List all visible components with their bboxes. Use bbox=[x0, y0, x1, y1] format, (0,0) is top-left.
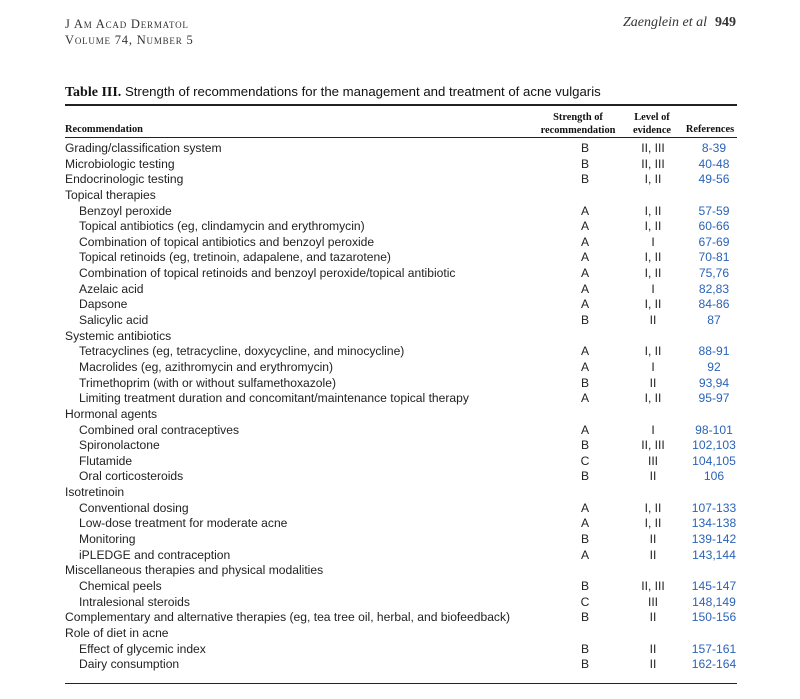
references-cell: 82,83 bbox=[698, 281, 730, 296]
evidence-level-cell: I, II bbox=[644, 203, 662, 218]
evidence-level-cell: III bbox=[647, 594, 659, 609]
table-row bbox=[65, 376, 737, 392]
recommendation-cell: Topical antibiotics (eg, clindamycin and erythromycin) bbox=[79, 219, 365, 234]
strength-cell: B bbox=[580, 610, 590, 625]
recommendation-cell: Intralesional steroids bbox=[79, 594, 190, 609]
table-caption bbox=[65, 84, 601, 101]
table-top-rule bbox=[65, 104, 737, 106]
evidence-level-cell: I bbox=[651, 359, 655, 374]
table-section-row bbox=[65, 563, 737, 579]
references-cell: 157-161 bbox=[691, 641, 737, 656]
references-cell: 106 bbox=[703, 469, 725, 484]
col-header-level-line1: Level of bbox=[634, 112, 670, 123]
evidence-level-cell: I, II bbox=[644, 516, 662, 531]
col-header-references: References bbox=[685, 124, 735, 135]
strength-cell: A bbox=[580, 203, 590, 218]
references-cell: 49-56 bbox=[698, 172, 730, 187]
evidence-level-cell: II, III bbox=[641, 438, 665, 453]
col-header-level bbox=[626, 112, 678, 137]
references-cell: 75,76 bbox=[698, 266, 730, 281]
table-row bbox=[65, 610, 737, 626]
strength-cell: C bbox=[580, 594, 590, 609]
journal-citation bbox=[65, 16, 194, 48]
references-cell: 57-59 bbox=[698, 203, 730, 218]
evidence-level-cell: I, II bbox=[644, 172, 662, 187]
running-head bbox=[623, 15, 736, 31]
strength-cell: A bbox=[580, 281, 590, 296]
references-cell: 40-48 bbox=[698, 156, 730, 171]
table-row bbox=[65, 532, 737, 548]
evidence-level-cell: II bbox=[649, 657, 657, 672]
evidence-level-cell: I, II bbox=[644, 344, 662, 359]
recommendation-cell: iPLEDGE and contraception bbox=[79, 547, 231, 562]
references-cell: 67-69 bbox=[698, 234, 730, 249]
strength-cell: A bbox=[580, 219, 590, 234]
journal-name: J Am Acad Dermatol bbox=[65, 17, 189, 31]
evidence-level-cell: II bbox=[649, 610, 657, 625]
strength-cell: B bbox=[580, 141, 590, 155]
recommendation-cell: Miscellaneous therapies and physical modalities bbox=[65, 563, 324, 578]
recommendation-cell: Spironolactone bbox=[79, 438, 160, 453]
table-row bbox=[65, 297, 737, 313]
evidence-level-cell: I, II bbox=[644, 500, 662, 515]
evidence-level-cell: II, III bbox=[641, 141, 665, 155]
strength-cell: A bbox=[580, 344, 590, 359]
recommendation-cell: Tetracyclines (eg, tetracycline, doxycycline, and minocycline) bbox=[79, 344, 405, 359]
recommendation-cell: Combination of topical antibiotics and benzoyl peroxide bbox=[79, 234, 375, 249]
table-row bbox=[65, 438, 737, 454]
references-cell: 70-81 bbox=[698, 250, 730, 265]
recommendation-cell: Topical retinoids (eg, tretinoin, adapalene, and tazarotene) bbox=[79, 250, 391, 265]
table-row bbox=[65, 282, 737, 298]
col-header-strength-line2: recommendation bbox=[540, 124, 616, 136]
recommendation-cell: Hormonal agents bbox=[65, 406, 158, 421]
table-row bbox=[65, 454, 737, 470]
evidence-level-cell: III bbox=[647, 453, 659, 468]
recommendation-cell: Low-dose treatment for moderate acne bbox=[79, 516, 288, 531]
strength-cell: A bbox=[580, 516, 590, 531]
recommendation-cell: Dairy consumption bbox=[79, 657, 180, 672]
strength-cell: A bbox=[580, 250, 590, 265]
strength-cell: A bbox=[580, 234, 590, 249]
references-cell: 87 bbox=[707, 313, 721, 328]
references-cell: 107-133 bbox=[691, 500, 737, 515]
recommendation-cell: Salicylic acid bbox=[79, 313, 149, 328]
table-row bbox=[65, 657, 737, 673]
references-cell: 88-91 bbox=[698, 344, 730, 359]
evidence-level-cell: I, II bbox=[644, 219, 662, 234]
recommendation-cell: Combined oral contraceptives bbox=[79, 422, 239, 437]
table-row bbox=[65, 469, 737, 485]
references-cell: 104,105 bbox=[692, 453, 736, 468]
table-row bbox=[65, 579, 737, 595]
table-row bbox=[65, 548, 737, 564]
strength-cell: A bbox=[580, 359, 590, 374]
strength-cell: B bbox=[580, 438, 590, 453]
recommendation-cell: Dapsone bbox=[79, 297, 128, 312]
table-section-row bbox=[65, 485, 737, 501]
col-header-strength-line1: Strength of bbox=[553, 112, 603, 123]
references-cell: 162-164 bbox=[691, 657, 737, 672]
evidence-level-cell: I, II bbox=[644, 391, 662, 406]
recommendation-cell: Combination of topical retinoids and benzoyl peroxide/topical antibiotic bbox=[79, 266, 456, 281]
recommendation-cell: Limiting treatment duration and concomitant/maintenance topical therapy bbox=[79, 391, 469, 406]
table-row bbox=[65, 423, 737, 439]
table-row bbox=[65, 266, 737, 282]
recommendation-cell: Topical therapies bbox=[65, 187, 156, 202]
recommendation-cell: Trimethoprim (with or without sulfamethoxazole) bbox=[79, 375, 336, 390]
evidence-level-cell: II bbox=[649, 641, 657, 656]
strength-cell: B bbox=[580, 641, 590, 656]
recommendation-cell: Microbiologic testing bbox=[65, 156, 175, 171]
recommendation-cell: Isotretinoin bbox=[65, 485, 125, 500]
evidence-level-cell: II, III bbox=[641, 156, 665, 171]
evidence-level-cell: I bbox=[651, 422, 655, 437]
table-row bbox=[65, 501, 737, 517]
recommendation-cell: Benzoyl peroxide bbox=[79, 203, 172, 218]
recommendation-cell: Monitoring bbox=[79, 532, 136, 547]
strength-cell: B bbox=[580, 313, 590, 328]
references-cell: 102,103 bbox=[692, 438, 736, 453]
table-row bbox=[65, 313, 737, 329]
strength-cell: B bbox=[580, 375, 590, 390]
table-row bbox=[65, 360, 737, 376]
table-row bbox=[65, 204, 737, 220]
references-cell: 150-156 bbox=[691, 610, 737, 625]
table-bottom-rule bbox=[65, 683, 737, 684]
recommendation-cell: Flutamide bbox=[79, 453, 133, 468]
table-row bbox=[65, 344, 737, 360]
recommendation-cell: Role of diet in acne bbox=[65, 625, 169, 640]
table-section-row bbox=[65, 407, 737, 423]
table-row bbox=[65, 391, 737, 407]
references-cell: 93,94 bbox=[698, 375, 730, 390]
references-cell: 148,149 bbox=[692, 594, 736, 609]
references-cell: 134-138 bbox=[691, 516, 737, 531]
table-row bbox=[65, 235, 737, 251]
col-header-strength bbox=[536, 112, 620, 137]
references-cell: 84-86 bbox=[698, 297, 730, 312]
recommendation-cell: Azelaic acid bbox=[79, 281, 144, 296]
strength-cell: A bbox=[580, 391, 590, 406]
evidence-level-cell: I, II bbox=[644, 250, 662, 265]
strength-cell: B bbox=[580, 172, 590, 187]
table-row bbox=[65, 250, 737, 266]
table-label: Table III. bbox=[65, 85, 122, 100]
strength-cell: C bbox=[580, 453, 590, 468]
recommendation-cell: Chemical peels bbox=[79, 578, 162, 593]
strength-cell: B bbox=[580, 657, 590, 672]
evidence-level-cell: II bbox=[649, 313, 657, 328]
col-header-recommendation: Recommendation bbox=[65, 124, 143, 135]
evidence-level-cell: II bbox=[649, 469, 657, 484]
recommendation-cell: Grading/classification system bbox=[65, 141, 222, 155]
table-row bbox=[65, 595, 737, 611]
evidence-level-cell: I, II bbox=[644, 297, 662, 312]
references-cell: 143,144 bbox=[692, 547, 736, 562]
references-cell: 98-101 bbox=[695, 422, 733, 437]
strength-cell: B bbox=[580, 578, 590, 593]
col-header-level-line2: evidence bbox=[632, 124, 672, 136]
evidence-level-cell: II bbox=[649, 547, 657, 562]
recommendation-cell: Complementary and alternative therapies (eg, tea tree oil, herbal, and biofeedback) bbox=[65, 610, 511, 625]
page-number: 949 bbox=[715, 15, 736, 30]
recommendation-cell: Conventional dosing bbox=[79, 500, 189, 515]
evidence-level-cell: I bbox=[651, 234, 655, 249]
strength-cell: B bbox=[580, 156, 590, 171]
authors: Zaenglein et al bbox=[623, 15, 707, 30]
references-cell: 145-147 bbox=[691, 578, 737, 593]
table-section-row bbox=[65, 626, 737, 642]
strength-cell: A bbox=[580, 266, 590, 281]
evidence-level-cell: II, III bbox=[641, 578, 665, 593]
recommendation-cell: Systemic antibiotics bbox=[65, 328, 172, 343]
evidence-level-cell: I bbox=[651, 281, 655, 296]
strength-cell: A bbox=[580, 297, 590, 312]
table-row bbox=[65, 516, 737, 532]
references-cell: 8-39 bbox=[701, 141, 727, 155]
strength-cell: A bbox=[580, 547, 590, 562]
evidence-level-cell: II bbox=[649, 375, 657, 390]
table-row bbox=[65, 172, 737, 188]
evidence-level-cell: II bbox=[649, 532, 657, 547]
table-title: Strength of recommendations for the management and treatment of acne vulgaris bbox=[124, 84, 601, 99]
references-cell: 92 bbox=[707, 359, 721, 374]
journal-volume: Volume 74, Number 5 bbox=[65, 33, 194, 47]
table-body bbox=[65, 141, 737, 673]
references-cell: 139-142 bbox=[691, 532, 737, 547]
strength-cell: A bbox=[580, 422, 590, 437]
table-section-row bbox=[65, 188, 737, 204]
table-row bbox=[65, 141, 737, 157]
strength-cell: A bbox=[580, 500, 590, 515]
table-row bbox=[65, 642, 737, 658]
table-row bbox=[65, 219, 737, 235]
references-cell: 60-66 bbox=[698, 219, 730, 234]
table-header-rule bbox=[65, 137, 737, 138]
strength-cell: B bbox=[580, 532, 590, 547]
recommendation-cell: Endocrinologic testing bbox=[65, 172, 184, 187]
recommendation-cell: Oral corticosteroids bbox=[79, 469, 184, 484]
recommendation-cell: Effect of glycemic index bbox=[79, 641, 206, 656]
table-row bbox=[65, 157, 737, 173]
evidence-level-cell: I, II bbox=[644, 266, 662, 281]
recommendation-cell: Macrolides (eg, azithromycin and erythromycin) bbox=[79, 359, 334, 374]
strength-cell: B bbox=[580, 469, 590, 484]
table-section-row bbox=[65, 329, 737, 345]
references-cell: 95-97 bbox=[698, 391, 730, 406]
